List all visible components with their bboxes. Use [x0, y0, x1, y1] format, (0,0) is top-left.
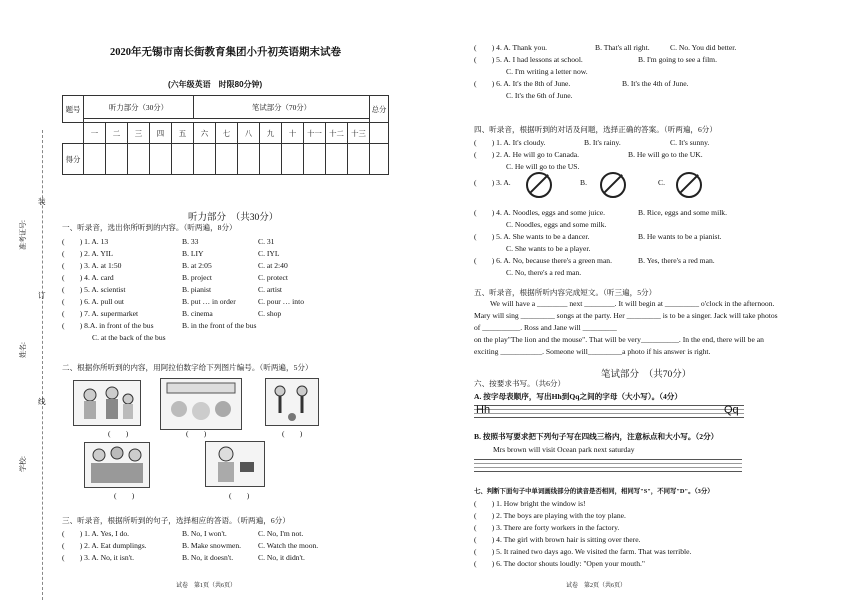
s4-q5-c: C. She wants to be a player.: [506, 244, 591, 253]
s2-answer-4: ( ): [114, 491, 135, 500]
s4-q5-b: B. He wants to be a pianist.: [638, 232, 722, 241]
s1-q6-b: B. put … in order: [182, 297, 236, 306]
s7-q5: ( ) 5. It rained two days ago. We visited the farm. That was terrible.: [474, 547, 692, 556]
r-q6: ( ) 6. A. It's the 8th of June.: [474, 79, 571, 88]
r-q6-b: B. It's the 4th of June.: [622, 79, 689, 88]
s3-q1-b: B. No, I won't.: [182, 529, 227, 538]
s6-qq: Qq: [724, 404, 739, 416]
score-table-header-q: 题号: [63, 96, 84, 123]
score-col: 四: [150, 123, 172, 144]
score-table-score-label: 得分: [63, 144, 84, 175]
s7-q2: ( ) 2. The boys are playing with the toy plane.: [474, 511, 626, 520]
section-4-title: 四、听录音，根据听到的对话及问题，选择正确的答案。（听两遍，6分）: [474, 125, 717, 134]
s1-q4-b: B. project: [182, 273, 212, 282]
score-col: 九: [260, 123, 282, 144]
score-col: 十: [282, 123, 304, 144]
section-3-items: [62, 528, 362, 564]
s5-line-3: of __________. Ross and Jane will _________: [474, 323, 617, 332]
s3-q1: ( ) 1. A. Yes, I do.: [62, 529, 130, 538]
exam-number-label: 准考证号:: [19, 220, 27, 250]
no-food-sign-icon: [600, 172, 626, 198]
s2-answer-5: ( ): [229, 491, 250, 500]
s7-q4: ( ) 4. The girl with brown hair is sitting over there.: [474, 535, 641, 544]
s1-q6: ( ) 6. A. pull out: [62, 297, 125, 306]
s3-q1-c: C. No, I'm not.: [258, 529, 304, 538]
s4-q4: ( ) 4. A. Noodles, eggs and some juice.: [474, 208, 605, 217]
s6-sentence: Mrs brown will visit Ocean park next saturday: [493, 445, 635, 454]
s4-q6-c: C. No, there's a red man.: [506, 268, 582, 277]
s6-a-title: A. 按字母表顺序，写出Hh到Qq之间的字母（大小写）。（4分）: [474, 392, 682, 401]
binding-mark-zhuang: 装: [38, 197, 46, 206]
s3-q2-c: C. Watch the moon.: [258, 541, 319, 550]
s4-q2: ( ) 2. A. He will go to Canada.: [474, 150, 580, 159]
s7-q3: ( ) 3. There are forty workers in the factory.: [474, 523, 620, 532]
no-eating-sign-icon: [676, 172, 702, 198]
s4-q3: ( ) 3. A.: [474, 178, 511, 187]
footer-right: 试卷 第2页（共6页）: [566, 583, 627, 589]
s1-q4-c: C. protect: [258, 273, 288, 282]
s1-q8: ( ) 8.A. in front of the bus: [62, 321, 154, 330]
page-title: 2020年无锡市南长街教育集团小升初英语期末试卷: [110, 47, 341, 58]
section-7-items: [474, 498, 844, 570]
s5-line-1: We will have a ________ next ________. It will begin at _________ o'clock in the afternoon.: [490, 299, 775, 308]
s7-q1: ( ) 1. How bright the window is!: [474, 499, 586, 508]
s4-q3-b: B.: [580, 178, 587, 187]
score-col: 六: [194, 123, 216, 144]
page-subtitle: (六年级英语 时限80分钟): [168, 80, 263, 89]
school-label: 学校:: [19, 456, 27, 472]
r-q4-b: B. That's all right.: [595, 43, 650, 52]
s4-q6: ( ) 6. A. No, because there's a green man.: [474, 256, 613, 265]
binding-mark-xian: 线: [38, 397, 46, 406]
s1-q1-b: B. 33: [182, 237, 199, 246]
s4-q4-b: B. Rice, eggs and some milk.: [638, 208, 728, 217]
r-q5-c: C. I'm writing a letter now.: [506, 67, 588, 76]
s1-q8-b: B. in the front of the bus: [182, 321, 257, 330]
score-col: 八: [238, 123, 260, 144]
written-header: 笔试部分 （共70分）: [601, 370, 692, 380]
score-col: 二: [106, 123, 128, 144]
s6-b-title: B. 按照书写要求把下列句子写在四线三格内，注意标点和大小写。（2分）: [474, 432, 719, 441]
score-col: 一: [84, 123, 106, 144]
right-continued-items: [474, 42, 844, 102]
listening-header: 听力部分 （共30分）: [188, 213, 279, 223]
binding-mark-ding: 订: [38, 291, 46, 300]
s5-line-5: exciting ___________. Someone will_________a photo if his answer is right.: [474, 347, 711, 356]
picture-family-scene: [73, 380, 141, 426]
score-table-header-total: 总分: [370, 96, 389, 123]
section-4-items: [474, 137, 844, 277]
section-1-items: [62, 236, 362, 348]
footer-left: 试卷 第1页（共6页）: [176, 583, 237, 589]
r-q4-c: C. No. You did better.: [670, 43, 737, 52]
section-6-title: 六、按要求书写。（共6分）: [474, 379, 566, 388]
section-3-title: 三、听录音，根据所听到的句子，选择相应的答语。（听两遍，6分）: [62, 516, 290, 525]
picture-party-banner: [160, 378, 242, 430]
score-col: 十一: [304, 123, 326, 144]
s2-answer-2: ( ): [186, 429, 207, 438]
s5-line-2: Mary will sing _________ songs at the party. Her _________ is to be a singer. Jack will take photos: [474, 311, 778, 320]
s1-q6-c: C. pour … into: [258, 297, 304, 306]
s5-line-4: on the play"The lion and the mouse". That will be very__________. In the end, there will be an: [474, 335, 764, 344]
s4-q6-b: B. Yes, there's a red man.: [638, 256, 715, 265]
s6-hh: Hh: [476, 404, 491, 416]
s1-q5-c: C. artist: [258, 285, 283, 294]
name-label: 姓名:: [19, 342, 27, 358]
s1-q3-c: C. at 2:40: [258, 261, 288, 270]
s2-answer-3: ( ): [282, 429, 303, 438]
s1-q5-b: B. pianist: [182, 285, 212, 294]
score-col: 十三: [348, 123, 370, 144]
no-swimming-sign-icon: [526, 172, 552, 198]
picture-boy-with-camera: [205, 441, 265, 487]
score-col: 三: [128, 123, 150, 144]
score-table: [62, 95, 389, 175]
picture-students-group: [84, 442, 150, 488]
section-5-title: 五、听录音，根据所听内容完成短文。（听三遍，5分）: [474, 288, 657, 297]
s4-q1-b: B. It's rainy.: [584, 138, 621, 147]
score-col: 五: [172, 123, 194, 144]
s1-q7-b: B. cinema: [182, 309, 213, 318]
s3-q3-c: C. No, it didn't.: [258, 553, 305, 562]
s1-q3-b: B. at 2:05: [182, 261, 212, 270]
s3-q3: ( ) 3. A. No, it isn't.: [62, 553, 135, 562]
r-q5: ( ) 5. A. I had lessons at school.: [474, 55, 583, 64]
s4-q2-b: B. He will go to the UK.: [628, 150, 703, 159]
s4-q4-c: C. Noodles, eggs and some milk.: [506, 220, 607, 229]
four-line-grid-a: [474, 405, 744, 406]
s1-q2-b: B. LIY: [182, 249, 204, 258]
section-1-title: 一、听录音，选出你所听到的内容。（听两遍，8分）: [62, 223, 237, 232]
score-table-header-write: 笔试部分（70分）: [194, 96, 370, 119]
s1-q5: ( ) 5. A. scientist: [62, 285, 126, 294]
s4-q5: ( ) 5. A. She wants to be a dancer.: [474, 232, 590, 241]
four-line-grid-b: [474, 459, 742, 460]
s1-q4: ( ) 4. A. card: [62, 273, 114, 282]
s4-q3-c: C.: [658, 178, 665, 187]
s1-q7: ( ) 7. A. supermarket: [62, 309, 139, 318]
r-q5-b: B. I'm going to see a film.: [638, 55, 717, 64]
s4-q1-c: C. It's sunny.: [670, 138, 710, 147]
score-col: 十二: [326, 123, 348, 144]
s4-q2-c: C. He will go to the US.: [506, 162, 580, 171]
s4-q1: ( ) 1. A. It's cloudy.: [474, 138, 546, 147]
s1-q8-c: C. at the back of the bus: [92, 333, 166, 342]
s1-q2: ( ) 2. A. YIL: [62, 249, 113, 258]
s1-q1: ( ) 1. A. 13: [62, 237, 109, 246]
section-7-title: 七、判断下面句子中单词画线部分的读音是否相同，相同写"S"，不同写"D"。（3分）: [474, 488, 714, 495]
r-q6-c: C. It's the 6th of June.: [506, 91, 573, 100]
s3-q2-b: B. Make snowmen.: [182, 541, 242, 550]
s1-q2-c: C. IYL: [258, 249, 280, 258]
score-table-header-listen: 听力部分（30分）: [84, 96, 194, 119]
s1-q1-c: C. 31: [258, 237, 275, 246]
s3-q2: ( ) 2. A. Eat dumplings.: [62, 541, 147, 550]
section-2-title: 二、根据你所听到的内容，用阿拉伯数字给下列图片编号。（听两遍，5分）: [62, 363, 313, 372]
s7-q6: ( ) 6. The doctor shouts loudly: "Open your mouth.": [474, 559, 645, 568]
r-q4: ( ) 4. A. Thank you.: [474, 43, 548, 52]
s3-q3-b: B. No, it doesn't.: [182, 553, 234, 562]
score-col: 七: [216, 123, 238, 144]
s1-q7-c: C. shop: [258, 309, 282, 318]
picture-children-playing: [265, 378, 319, 426]
s1-q3: ( ) 3. A. at 1:50: [62, 261, 122, 270]
s2-answer-1: ( ): [108, 429, 129, 438]
